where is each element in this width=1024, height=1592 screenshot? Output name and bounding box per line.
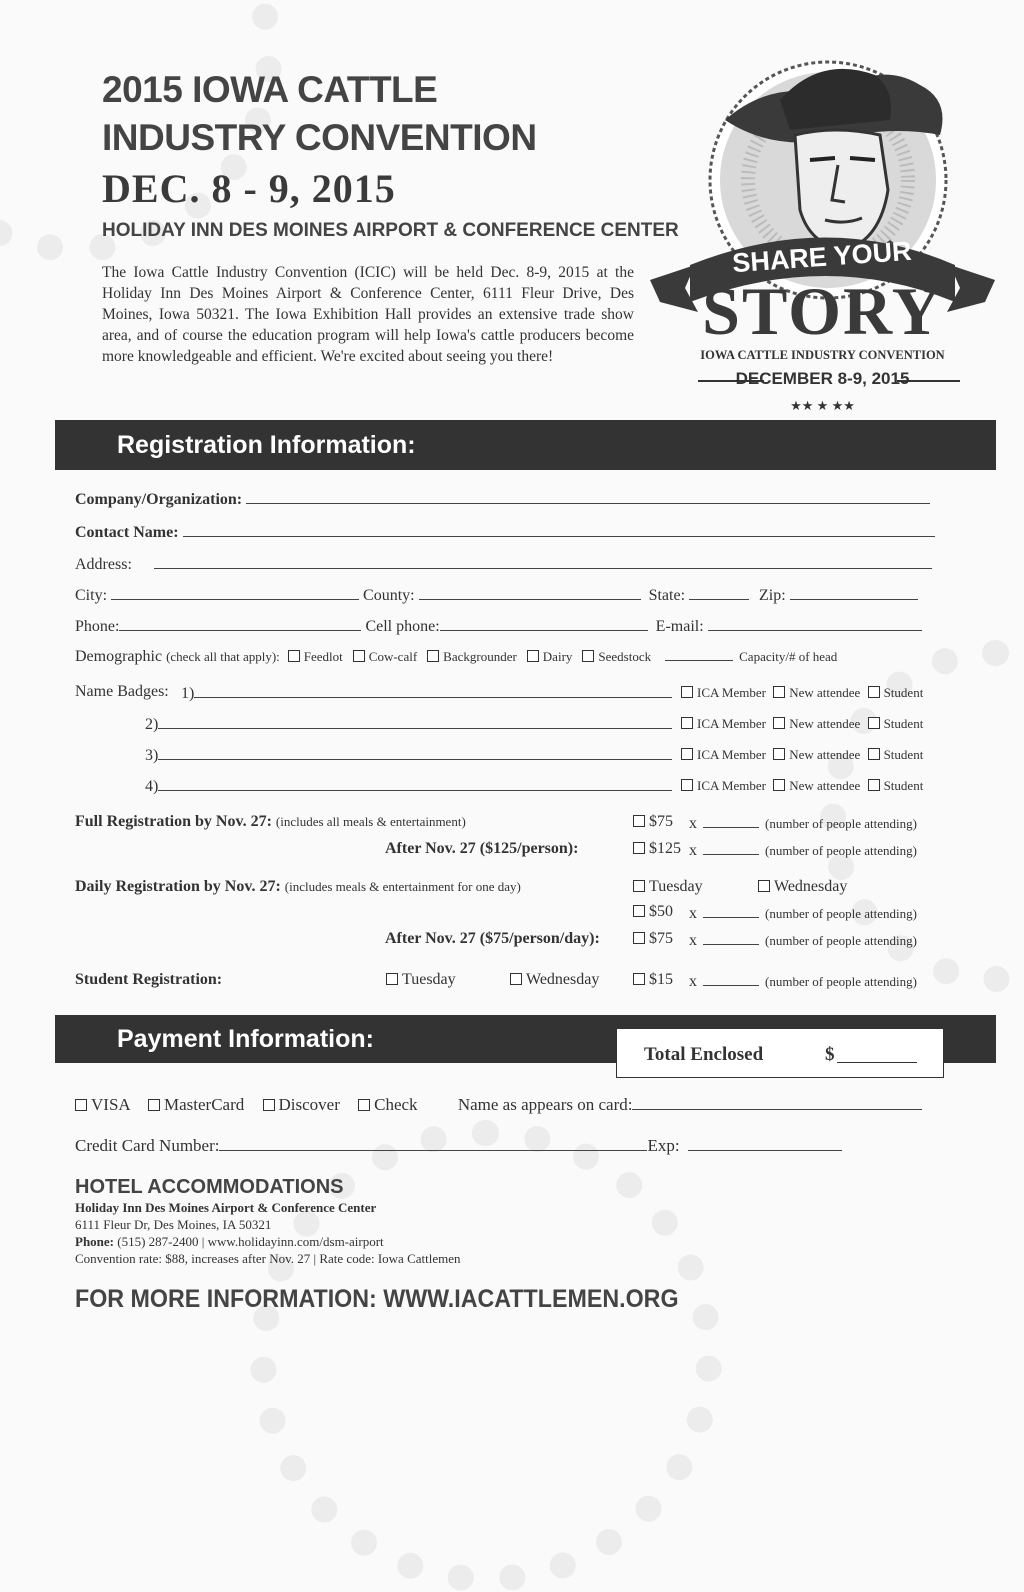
dollar-sign: $ <box>825 1044 835 1065</box>
dairy-label: Dairy <box>542 649 573 664</box>
student-tuesday-option <box>386 971 456 989</box>
county-label: County: <box>363 587 415 604</box>
backgrounder-label: Backgrounder <box>443 649 517 664</box>
full-registration-label <box>75 813 466 831</box>
hotel-address: 6111 Fleur Dr, Des Moines, IA 50321 <box>75 1217 272 1232</box>
option-label: Student <box>883 685 924 700</box>
page-title <box>102 66 537 162</box>
mastercard-checkbox[interactable] <box>148 1099 160 1111</box>
city-field[interactable] <box>111 585 359 600</box>
hotel-rate: Convention rate: $88, increases after Nov. 27 | Rate code: Iowa Cattlemen <box>75 1251 461 1266</box>
card-number-field[interactable] <box>219 1136 647 1151</box>
state-label: State: <box>648 587 686 604</box>
price: $75 <box>649 930 673 947</box>
times-sign: x <box>689 932 697 949</box>
badge-name-field[interactable] <box>158 745 672 760</box>
tuesday-label: Tuesday <box>649 878 703 895</box>
badge-number: 3) <box>145 747 159 764</box>
demographic-label: Demographic <box>75 648 163 665</box>
daily-tuesday-option <box>633 878 703 896</box>
phone-row <box>75 616 922 636</box>
cell-field[interactable] <box>440 616 648 631</box>
badge-name-field[interactable] <box>158 714 672 729</box>
zip-field[interactable] <box>790 585 918 600</box>
company-row <box>75 489 930 509</box>
student-tuesday-checkbox[interactable] <box>386 973 398 985</box>
cow-calf-checkbox[interactable] <box>353 650 365 662</box>
option-label: ICA Member <box>697 685 766 700</box>
capacity-field[interactable] <box>665 650 733 661</box>
zip-label: Zip: <box>759 587 786 604</box>
total-field[interactable] <box>837 1062 917 1063</box>
logo-banner-text: SHARE YOUR <box>731 235 913 279</box>
daily-registration-note: (includes meals & entertainment for one day) <box>284 879 521 894</box>
check-label: Check <box>374 1095 418 1114</box>
hotel-name: Holiday Inn Des Moines Airport & Conference Center <box>75 1200 377 1215</box>
badges-label: Name Badges: <box>75 683 169 700</box>
times-sign: x <box>689 815 697 832</box>
demographic-note: (check all that apply): <box>166 649 280 664</box>
registration-heading: Registration Information: <box>117 431 416 459</box>
daily-registration-label <box>75 878 521 896</box>
tuesday-label: Tuesday <box>402 971 456 988</box>
daily-wednesday-checkbox[interactable] <box>758 880 770 892</box>
qty-field[interactable] <box>703 903 759 918</box>
logo-org: IOWA CATTLE INDUSTRY CONVENTION <box>700 348 945 362</box>
after-daily-label: After Nov. 27 ($75/person/day): <box>385 930 600 947</box>
new-attendee-checkbox[interactable] <box>773 717 785 729</box>
qty-field[interactable] <box>703 840 759 855</box>
payment-methods <box>75 1095 922 1115</box>
dairy-checkbox[interactable] <box>527 650 539 662</box>
student-price-row <box>633 971 673 989</box>
option-label: Student <box>883 778 924 793</box>
qty-note: (number of people attending) <box>765 843 917 858</box>
venue: HOLIDAY INN DES MOINES AIRPORT & CONFERENCE CENTER <box>102 220 679 241</box>
student-wednesday-checkbox[interactable] <box>510 973 522 985</box>
after-daily-qty <box>689 930 917 950</box>
total-enclosed-box <box>616 1029 944 1078</box>
ica-member-checkbox[interactable] <box>681 686 693 698</box>
after-daily-price-row <box>633 930 673 948</box>
daily-registration-title: Daily Registration by Nov. 27: <box>75 878 281 895</box>
logo-stars: ★★ ★ ★★ <box>790 398 855 413</box>
discover-checkbox[interactable] <box>263 1099 275 1111</box>
address-field[interactable] <box>154 554 932 569</box>
card-number-label: Credit Card Number: <box>75 1136 220 1155</box>
price: $75 <box>649 813 673 830</box>
seedstock-checkbox[interactable] <box>582 650 594 662</box>
option-label: ICA Member <box>697 778 766 793</box>
badge-3-row <box>145 745 672 765</box>
mastercard-label: MasterCard <box>163 1095 245 1114</box>
full-registration-note: (includes all meals & entertainment) <box>275 814 466 829</box>
full-registration-title: Full Registration by Nov. 27: <box>75 813 272 830</box>
student-price-checkbox[interactable] <box>633 973 645 985</box>
badge-2-options <box>681 716 923 732</box>
qty-note: (number of people attending) <box>765 933 917 948</box>
share-your-story-logo <box>650 40 995 420</box>
student-checkbox[interactable] <box>868 717 880 729</box>
demographic-row <box>75 648 837 666</box>
ica-member-checkbox[interactable] <box>681 779 693 791</box>
more-info-link[interactable]: FOR MORE INFORMATION: WWW.IACATTLEMEN.ORG <box>75 1285 679 1313</box>
qty-field[interactable] <box>703 813 759 828</box>
wednesday-label: Wednesday <box>526 971 600 988</box>
discover-label: Discover <box>278 1095 340 1114</box>
badge-1-options <box>681 685 923 701</box>
cell-label: Cell phone: <box>365 618 440 635</box>
contact-field[interactable] <box>183 522 935 537</box>
state-field[interactable] <box>689 585 749 600</box>
student-wednesday-option <box>510 971 599 989</box>
company-label: Company/Organization: <box>75 491 243 508</box>
capacity-label: Capacity/# of head <box>739 649 838 664</box>
badge-name-field[interactable] <box>194 683 672 698</box>
phone-field[interactable] <box>119 616 361 631</box>
address-row <box>75 554 932 574</box>
ica-member-checkbox[interactable] <box>681 717 693 729</box>
daily-price-checkbox[interactable] <box>633 905 645 917</box>
new-attendee-checkbox[interactable] <box>773 686 785 698</box>
new-attendee-checkbox[interactable] <box>773 748 785 760</box>
price: $15 <box>649 971 673 988</box>
option-label: ICA Member <box>697 716 766 731</box>
student-registration-label: Student Registration: <box>75 971 223 988</box>
qty-field[interactable] <box>703 971 759 986</box>
after-full-qty <box>689 840 917 860</box>
option-label: New attendee <box>789 778 861 793</box>
times-sign: x <box>689 905 697 922</box>
times-sign: x <box>689 973 697 990</box>
badge-number: 1) <box>181 685 195 702</box>
hotel-details <box>75 1199 461 1267</box>
option-label: New attendee <box>789 685 861 700</box>
title-line-2: INDUSTRY CONVENTION <box>102 117 537 158</box>
qty-note: (number of people attending) <box>765 816 917 831</box>
daily-wednesday-option <box>758 878 847 896</box>
name-on-card-field[interactable] <box>632 1095 922 1110</box>
check-checkbox[interactable] <box>358 1099 370 1111</box>
name-on-card-label: Name as appears on card: <box>457 1095 633 1114</box>
full-qty <box>689 813 917 833</box>
exp-field[interactable] <box>688 1136 842 1151</box>
card-number-row <box>75 1136 842 1156</box>
qty-field[interactable] <box>703 930 759 945</box>
option-label: New attendee <box>789 747 861 762</box>
student-qty <box>689 971 917 991</box>
visa-label: VISA <box>91 1095 130 1114</box>
feedlot-label: Feedlot <box>303 649 343 664</box>
badge-name-field[interactable] <box>158 776 672 791</box>
company-field[interactable] <box>246 489 930 504</box>
address-label: Address: <box>75 556 132 573</box>
badge-3-options <box>681 747 923 763</box>
hotel-phone-label: Phone: <box>75 1234 114 1249</box>
student-checkbox[interactable] <box>868 779 880 791</box>
badge-number: 4) <box>145 778 159 795</box>
seedstock-label: Seedstock <box>598 649 652 664</box>
price: $50 <box>649 903 673 920</box>
after-daily-price-checkbox[interactable] <box>633 932 645 944</box>
option-label: Student <box>883 716 924 731</box>
payment-heading: Payment Information: <box>117 1025 374 1053</box>
badge-number: 2) <box>145 716 159 733</box>
logo-date: DECEMBER 8-9, 2015 <box>735 369 910 388</box>
city-row <box>75 585 918 605</box>
qty-note: (number of people attending) <box>765 974 917 989</box>
daily-qty <box>689 903 917 923</box>
new-attendee-checkbox[interactable] <box>773 779 785 791</box>
after-full-price-checkbox[interactable] <box>633 842 645 854</box>
badge-2-row <box>145 714 672 734</box>
cow-calf-label: Cow-calf <box>368 649 418 664</box>
ica-member-checkbox[interactable] <box>681 748 693 760</box>
price: $125 <box>649 840 681 857</box>
feedlot-checkbox[interactable] <box>288 650 300 662</box>
logo-story-text: STORY <box>702 273 943 349</box>
hotel-phone: (515) 287-2400 | www.holidayinn.com/dsm-airport <box>117 1234 384 1249</box>
divider <box>897 380 960 382</box>
after-full-label: After Nov. 27 ($125/person): <box>385 840 579 857</box>
county-field[interactable] <box>419 585 641 600</box>
daily-price-row <box>633 903 673 921</box>
daily-tuesday-checkbox[interactable] <box>633 880 645 892</box>
after-full-price-row <box>633 840 681 858</box>
contact-label: Contact Name: <box>75 524 179 541</box>
student-checkbox[interactable] <box>868 748 880 760</box>
badge-4-row <box>145 776 672 796</box>
student-checkbox[interactable] <box>868 686 880 698</box>
badge-4-options <box>681 778 923 794</box>
title-line-1: 2015 IOWA CATTLE <box>102 69 438 110</box>
option-label: Student <box>883 747 924 762</box>
intro-paragraph: The Iowa Cattle Industry Convention (ICIC) will be held Dec. 8-9, 2015 at the Holiday Inn Des Moines Airport & Conference Center, 6111 Fleur Drive, Des Moines, Iowa 50321. The Iowa Exhibition Hall provides an extensive trade show area, and of course the education program will help Iowa's cattle producers become more knowledgeable and efficient. We're excited about seeing you there! <box>102 264 634 365</box>
option-label: New attendee <box>789 716 861 731</box>
contact-row <box>75 522 935 542</box>
phone-label: Phone: <box>75 618 120 635</box>
full-price-row <box>633 813 673 831</box>
option-label: ICA Member <box>697 747 766 762</box>
full-price-checkbox[interactable] <box>633 815 645 827</box>
event-dates: DEC. 8 - 9, 2015 <box>102 166 396 211</box>
city-label: City: <box>75 587 108 604</box>
hotel-heading: HOTEL ACCOMMODATIONS <box>75 1176 344 1198</box>
exp-label: Exp: <box>647 1136 680 1155</box>
badge-1-row <box>181 683 672 703</box>
qty-note: (number of people attending) <box>765 906 917 921</box>
total-enclosed-label: Total Enclosed <box>644 1044 764 1065</box>
visa-checkbox[interactable] <box>75 1099 87 1111</box>
registration-header <box>55 420 996 470</box>
times-sign: x <box>689 842 697 859</box>
email-field[interactable] <box>708 616 922 631</box>
email-label: E-mail: <box>655 618 704 635</box>
wednesday-label: Wednesday <box>774 878 848 895</box>
backgrounder-checkbox[interactable] <box>427 650 439 662</box>
